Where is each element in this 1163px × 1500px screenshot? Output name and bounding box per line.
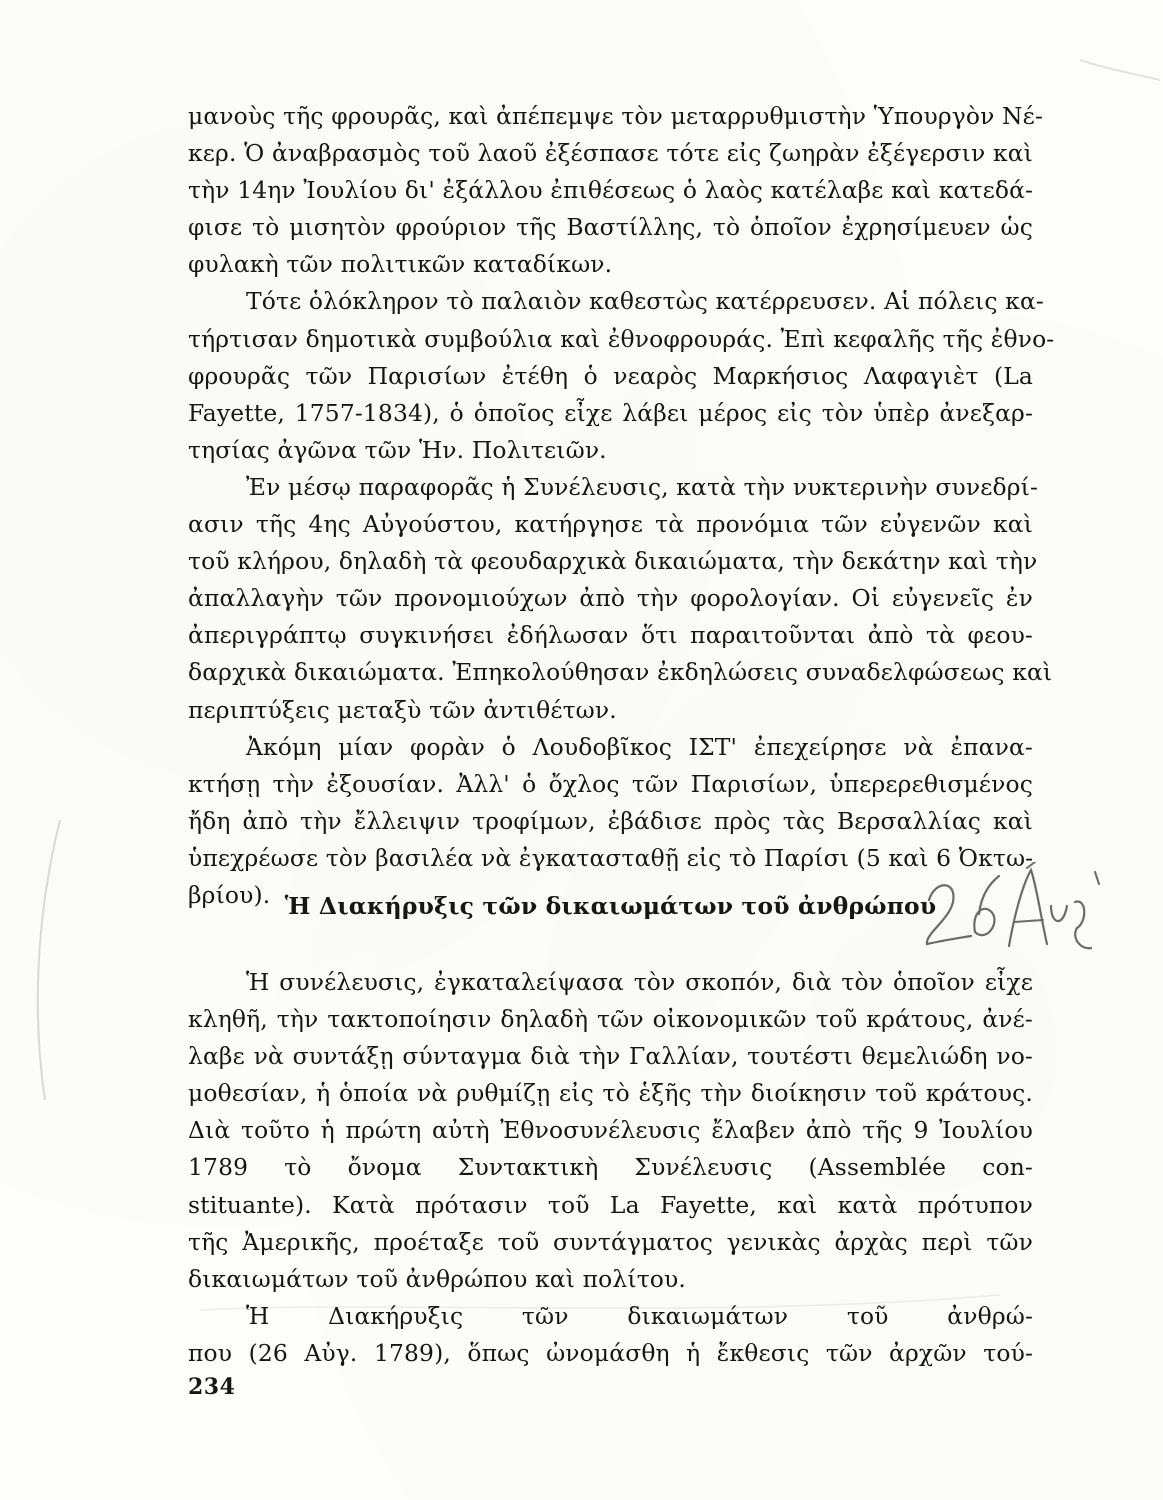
- paragraph: [188, 964, 1033, 1298]
- text-line: μοθεσίαν, ἡ ὁποία νὰ ρυθμίζῃ εἰς τὸ ἑξῆς τὴν διοίκησιν τοῦ κράτους.: [188, 1079, 1033, 1108]
- paragraph: [188, 1298, 1033, 1372]
- text-line: που (26 Αὐγ. 1789), ὅπως ὠνομάσθη ἡ ἔκθεσις τῶν ἀρχῶν τού-: [188, 1338, 1033, 1367]
- text-line: φρουρᾶς τῶν Παρισίων ἐτέθη ὁ νεαρὸς Μαρκήσιος Λαφαγιὲτ (La: [188, 361, 1033, 390]
- text-line: ἀπεριγράπτῳ συγκινήσει ἐδήλωσαν ὅτι παραιτοῦνται ἀπὸ τὰ φεου-: [188, 621, 1033, 650]
- text-line: Ἡ Διακήρυξις τῶν δικαιωμάτων τοῦ ἀνθρώ-: [246, 1301, 1033, 1330]
- paragraph: [188, 469, 1053, 729]
- text-line: τὴν 14ην Ἰουλίου δι' ἐξάλλου ἐπιθέσεως ὁ λαὸς κατέλαβε καὶ κατεδά-: [188, 176, 1034, 205]
- text-line: ἤδη ἀπὸ τὴν ἔλλειψιν τροφίμων, ἐβάδισε πρὸς τὰς Βερσαλλίας καὶ: [188, 806, 1033, 835]
- text-line: stituante). Κατὰ πρότασιν τοῦ La Fayette, καὶ κατὰ πρότυπον: [188, 1190, 1033, 1219]
- section-heading: Ἡ Διακήρυξις τῶν δικαιωμάτων τοῦ ἀνθρώπου: [284, 892, 937, 920]
- handwritten-date-annotation: [915, 862, 1105, 952]
- text-line: κερ. Ὁ ἀναβρασμὸς τοῦ λαοῦ ἐξέσπασε τότε εἰς ζωηρὰν ἐξέγερσιν καὶ: [188, 139, 1033, 168]
- text-line: λαβε νὰ συντάξῃ σύνταγμα διὰ τὴν Γαλλίαν, τουτέστι θεμελιώδη νο-: [188, 1042, 1033, 1071]
- text-line: μανοὺς τῆς φρουρᾶς, καὶ ἀπέπεμψε τὸν μεταρρυθμιστὴν Ὑπουργὸν Νέ-: [188, 102, 1043, 130]
- text-line: τοῦ κλήρου, δηλαδὴ τὰ φεουδαρχικὰ δικαιώματα, τὴν δεκάτην καὶ τὴν: [188, 547, 1038, 576]
- text-line: Ἐν μέσῳ παραφορᾶς ἡ Συνέλευσις, κατὰ τὴν νυκτερινὴν συνεδρί-: [246, 472, 1039, 501]
- text-line: Διὰ τοῦτο ἡ πρώτη αὐτὴ Ἐθνοσυνέλευσις ἔλαβεν ἀπὸ τῆς 9 Ἰουλίου: [188, 1116, 1033, 1145]
- text-line: ἀπαλλαγὴν τῶν προνομιούχων ἀπὸ τὴν φορολογίαν. Οἱ εὐγενεῖς ἐν: [188, 584, 1033, 613]
- text-line: ὑπεχρέωσε τὸν βασιλέα νὰ ἐγκατασταθῇ εἰς τὸ Παρίσι (5 καὶ 6 Ὀκτω-: [188, 843, 1034, 872]
- text-line: τησίας ἀγῶνα τῶν Ἡν. Πολιτειῶν.: [188, 435, 607, 464]
- text-line: περιπτύξεις μεταξὺ τῶν ἀντιθέτων.: [188, 695, 617, 724]
- text-line: ασιν τῆς 4ης Αὐγούστου, κατήργησε τὰ προνόμια τῶν εὐγενῶν καὶ: [188, 510, 1033, 539]
- body-text-bottom: [188, 964, 1033, 1372]
- text-line: δαρχικὰ δικαιώματα. Ἐπηκολούθησαν ἐκδηλώσεις συναδελφώσεως καὶ: [188, 658, 1053, 687]
- paragraph: [188, 729, 1033, 914]
- text-line: τῆς Ἀμερικῆς, προέταξε τοῦ συντάγματος γενικὰς ἀρχὰς περὶ τῶν: [188, 1227, 1033, 1256]
- text-line: βρίου).: [188, 880, 271, 909]
- paragraph: [188, 283, 1055, 468]
- body-text-top: [188, 98, 1055, 914]
- text-line: Τότε ὁλόκληρον τὸ παλαιὸν καθεστὼς κατέρρευσεν. Αἱ πόλεις κα-: [246, 287, 1044, 316]
- text-line: Fayette, 1757-1834), ὁ ὁποῖος εἶχε λάβει μέρος εἰς τὸν ὑπὲρ ἀνεξαρ-: [188, 398, 1033, 427]
- text-line: φυλακὴ τῶν πολιτικῶν καταδίκων.: [188, 250, 613, 279]
- paragraph: [188, 98, 1043, 283]
- text-line: δικαιωμάτων τοῦ ἀνθρώπου καὶ πολίτου.: [188, 1264, 686, 1293]
- text-line: τήρτισαν δημοτικὰ συμβούλια καὶ ἐθνοφρουράς. Ἐπὶ κεφαλῆς τῆς ἐθνο-: [188, 324, 1055, 353]
- text-line: κτήσῃ τὴν ἐξουσίαν. Ἀλλ' ὁ ὄχλος τῶν Παρισίων, ὑπερερεθισμένος: [188, 769, 1033, 798]
- text-line: φισε τὸ μισητὸν φρούριον τῆς Βαστίλλης, τὸ ὁποῖον ἐχρησίμευεν ὡς: [188, 213, 1033, 242]
- text-line: κληθῆ, τὴν τακτοποίησιν δηλαδὴ τῶν οἰκονομικῶν τοῦ κράτους, ἀνέ-: [188, 1005, 1033, 1034]
- text-line: Ἀκόμη μίαν φορὰν ὁ Λουδοβῖκος ΙΣΤ' ἐπεχείρησε νὰ ἐπανα-: [246, 732, 1033, 761]
- text-line: 1789 τὸ ὄνομα Συντακτικὴ Συνέλευσις (Assemblée con-: [188, 1153, 1033, 1182]
- text-line: Ἡ συνέλευσις, ἐγκαταλείψασα τὸν σκοπόν, διὰ τὸν ὁποῖον εἶχε: [246, 968, 1033, 996]
- page-number: 234: [188, 1374, 236, 1400]
